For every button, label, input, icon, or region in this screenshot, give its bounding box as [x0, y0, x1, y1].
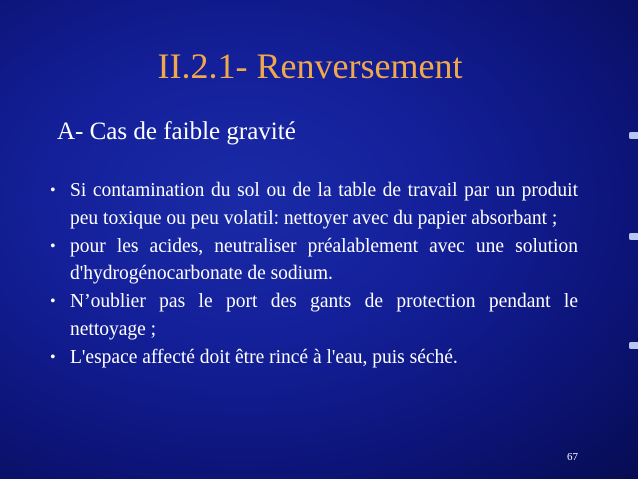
- page-number: 67: [567, 451, 578, 463]
- bullet-item: • pour les acides, neutraliser préalablement avec une solution d'hydrogénocarbonate de sodium.: [50, 233, 578, 289]
- slide-title: II.2.1- Renversement: [157, 46, 463, 86]
- edge-decoration: [629, 233, 638, 240]
- bullet-list: [50, 177, 578, 372]
- slide-subtitle: A- Cas de faible gravité: [57, 118, 296, 145]
- edge-decoration: [629, 132, 638, 139]
- bullet-item: • L'espace affecté doit être rincé à l'eau, puis séché.: [50, 344, 578, 372]
- edge-decoration: [629, 342, 638, 349]
- bullet-item: • Si contamination du sol ou de la table de travail par un produit peu toxique ou peu volatil: nettoyer avec du papier absorbant ;: [50, 177, 578, 233]
- bullet-item: • N’oublier pas le port des gants de protection pendant le nettoyage ;: [50, 288, 578, 344]
